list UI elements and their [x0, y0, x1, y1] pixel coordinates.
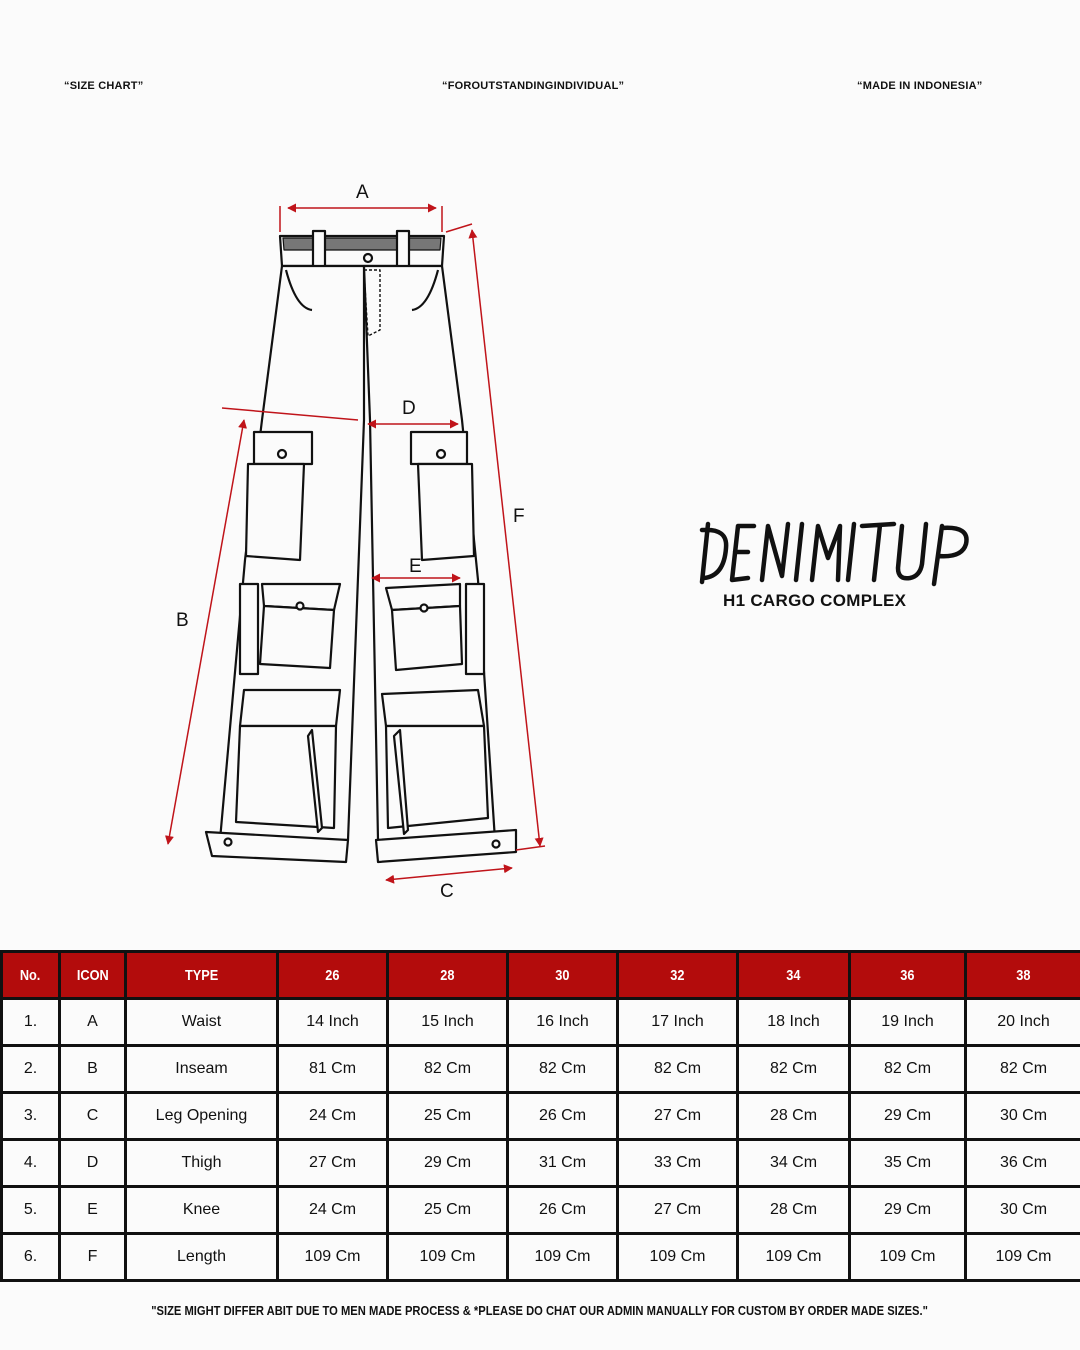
- table-row: [2, 1140, 1080, 1187]
- column-header: 26: [278, 952, 388, 999]
- table-cell: 19 Inch: [850, 999, 966, 1046]
- column-header: No.: [2, 952, 60, 999]
- table-cell: 27 Cm: [618, 1093, 738, 1140]
- cargo-pants-diagram: [160, 170, 560, 910]
- table-cell: 4.: [2, 1140, 60, 1187]
- table-cell: 25 Cm: [388, 1093, 508, 1140]
- denimitup-logo: [698, 518, 978, 588]
- table-row: [2, 1093, 1080, 1140]
- column-header: 36: [850, 952, 966, 999]
- table-cell: Thigh: [126, 1140, 278, 1187]
- table-cell: Inseam: [126, 1046, 278, 1093]
- table-cell: 28 Cm: [738, 1093, 850, 1140]
- table-cell: 27 Cm: [278, 1140, 388, 1187]
- table-cell: 20 Inch: [966, 999, 1080, 1046]
- table-cell: 82 Cm: [738, 1046, 850, 1093]
- column-header: ICON: [60, 952, 126, 999]
- column-header: TYPE: [126, 952, 278, 999]
- column-header: 38: [966, 952, 1080, 999]
- table-cell: 5.: [2, 1187, 60, 1234]
- table-cell: 27 Cm: [618, 1187, 738, 1234]
- table-cell: 82 Cm: [618, 1046, 738, 1093]
- table-row: [2, 1234, 1080, 1281]
- table-cell: 18 Inch: [738, 999, 850, 1046]
- table-cell: 31 Cm: [508, 1140, 618, 1187]
- label-c: C: [440, 881, 454, 902]
- column-header: 28: [388, 952, 508, 999]
- table-cell: 29 Cm: [850, 1093, 966, 1140]
- table-cell: 25 Cm: [388, 1187, 508, 1234]
- table-cell: 109 Cm: [278, 1234, 388, 1281]
- table-cell: 109 Cm: [966, 1234, 1080, 1281]
- table-cell: 26 Cm: [508, 1093, 618, 1140]
- table-cell: Waist: [126, 999, 278, 1046]
- table-cell: 17 Inch: [618, 999, 738, 1046]
- table-cell: 24 Cm: [278, 1093, 388, 1140]
- table-cell: 29 Cm: [388, 1140, 508, 1187]
- table-cell: 28 Cm: [738, 1187, 850, 1234]
- table-cell: 109 Cm: [618, 1234, 738, 1281]
- table-cell: 82 Cm: [850, 1046, 966, 1093]
- table-cell: C: [60, 1093, 126, 1140]
- table-cell: E: [60, 1187, 126, 1234]
- table-cell: 82 Cm: [388, 1046, 508, 1093]
- table-cell: 6.: [2, 1234, 60, 1281]
- column-header: 30: [508, 952, 618, 999]
- table-row: [2, 999, 1080, 1046]
- label-d: D: [402, 398, 416, 419]
- table-cell: 14 Inch: [278, 999, 388, 1046]
- table-cell: 109 Cm: [508, 1234, 618, 1281]
- table-cell: 36 Cm: [966, 1140, 1080, 1187]
- table-cell: Knee: [126, 1187, 278, 1234]
- table-cell: 33 Cm: [618, 1140, 738, 1187]
- column-header: 32: [618, 952, 738, 999]
- table-cell: 1.: [2, 999, 60, 1046]
- table-cell: 82 Cm: [508, 1046, 618, 1093]
- table-row: [2, 1046, 1080, 1093]
- table-cell: 29 Cm: [850, 1187, 966, 1234]
- table-cell: Leg Opening: [126, 1093, 278, 1140]
- footer-note-text: "SIZE MIGHT DIFFER ABIT DUE TO MEN MADE PROCESS & *PLEASE DO CHAT OUR ADMIN MANUALLY FOR CUSTOM BY ORDER MADE SIZES.": [151, 1303, 929, 1318]
- label-e: E: [409, 556, 422, 577]
- table-header-row: [2, 952, 1080, 999]
- footer-note: [0, 1303, 1080, 1318]
- table-cell: 109 Cm: [850, 1234, 966, 1281]
- table-cell: 2.: [2, 1046, 60, 1093]
- table-cell: A: [60, 999, 126, 1046]
- column-header: 34: [738, 952, 850, 999]
- size-chart-label: “SIZE CHART”: [64, 80, 144, 92]
- table-cell: 30 Cm: [966, 1187, 1080, 1234]
- label-b: B: [176, 610, 189, 631]
- table-row: [2, 1187, 1080, 1234]
- label-a: A: [356, 182, 369, 203]
- table-cell: B: [60, 1046, 126, 1093]
- table-cell: 109 Cm: [738, 1234, 850, 1281]
- label-f: F: [513, 506, 525, 527]
- tagline-label: “FOROUTSTANDINGINDIVIDUAL”: [442, 80, 625, 92]
- table-cell: Length: [126, 1234, 278, 1281]
- table-cell: 24 Cm: [278, 1187, 388, 1234]
- table-cell: D: [60, 1140, 126, 1187]
- table-cell: 81 Cm: [278, 1046, 388, 1093]
- table-cell: 26 Cm: [508, 1187, 618, 1234]
- made-in-label: “MADE IN INDONESIA”: [857, 80, 983, 92]
- table-cell: 30 Cm: [966, 1093, 1080, 1140]
- product-name: H1 CARGO COMPLEX: [723, 591, 907, 610]
- table-cell: 109 Cm: [388, 1234, 508, 1281]
- table-cell: 3.: [2, 1093, 60, 1140]
- table-cell: 35 Cm: [850, 1140, 966, 1187]
- table-cell: 34 Cm: [738, 1140, 850, 1187]
- size-table: [0, 950, 1080, 1282]
- table-cell: 15 Inch: [388, 999, 508, 1046]
- table-cell: 16 Inch: [508, 999, 618, 1046]
- table-cell: F: [60, 1234, 126, 1281]
- table-cell: 82 Cm: [966, 1046, 1080, 1093]
